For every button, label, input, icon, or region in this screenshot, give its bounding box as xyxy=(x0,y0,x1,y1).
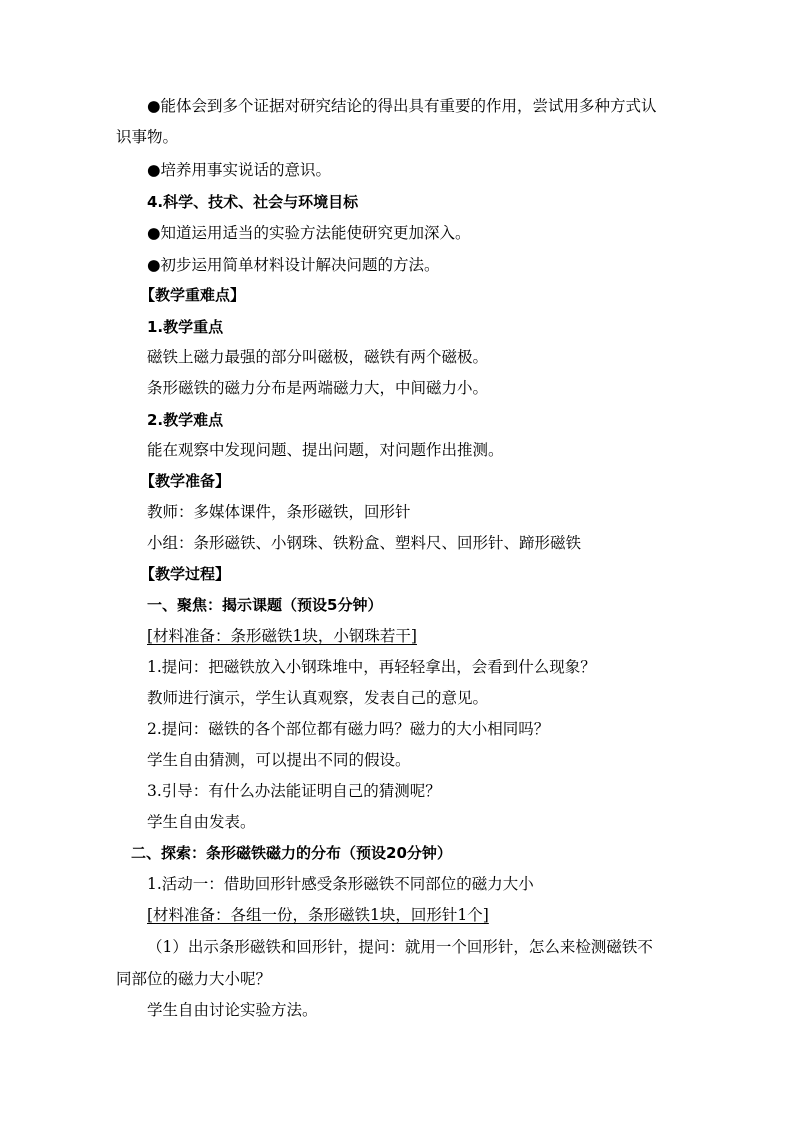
section-heading: 2.教学难点 xyxy=(147,411,224,429)
section-heading: 1.教学重点 xyxy=(147,318,224,336)
section-heading: 【教学重难点】 xyxy=(140,286,246,304)
paragraph-line: 小组：条形磁铁、小钢珠、铁粉盒、塑料尺、回形针、蹄形磁铁 xyxy=(147,534,582,552)
materials-note: [材料准备：条形磁铁1块，小钢珠若干] xyxy=(147,627,417,645)
paragraph-line: ●能体会到多个证据对研究结论的得出具有重要的作用，尝试用多种方式认 xyxy=(147,97,657,115)
paragraph-line: ●初步运用简单材料设计解决问题的方法。 xyxy=(147,256,440,274)
paragraph-line: ●培养用事实说话的意识。 xyxy=(147,161,332,179)
paragraph-line: 同部位的磁力大小呢？ xyxy=(116,970,272,988)
paragraph-line: ●知道运用适当的实验方法能使研究更加深入。 xyxy=(147,224,471,242)
paragraph-line: 学生自由讨论实验方法。 xyxy=(147,1001,318,1019)
paragraph-line: 1.提问：把磁铁放入小钢珠堆中，再轻轻拿出，会看到什么现象？ xyxy=(147,658,596,676)
paragraph-line: 2.提问：磁铁的各个部位都有磁力吗？磁力的大小相同吗？ xyxy=(147,720,550,738)
paragraph-line: 3.引导：有什么办法能证明自己的猜测呢？ xyxy=(147,782,441,800)
paragraph-line: 识事物。 xyxy=(116,128,179,146)
paragraph-line: 教师：多媒体课件，条形磁铁，回形针 xyxy=(147,503,411,521)
paragraph-line: 学生自由发表。 xyxy=(147,813,256,831)
section-heading: 一、聚焦：揭示课题（预设5分钟） xyxy=(147,596,383,614)
paragraph-line: 磁铁上磁力最强的部分叫磁极，磁铁有两个磁极。 xyxy=(147,348,489,366)
section-heading: 4.科学、技术、社会与环境目标 xyxy=(147,193,359,211)
paragraph-line: 学生自由猜测，可以提出不同的假设。 xyxy=(147,751,411,769)
paragraph-line: 能在观察中发现问题、提出问题，对问题作出推测。 xyxy=(147,441,504,459)
paragraph-line: 条形磁铁的磁力分布是两端磁力大，中间磁力小。 xyxy=(147,379,489,397)
section-heading: 【教学准备】 xyxy=(140,472,231,490)
paragraph-line: 1.活动一：借助回形针感受条形磁铁不同部位的磁力大小 xyxy=(147,875,534,893)
section-heading: 【教学过程】 xyxy=(140,565,231,583)
paragraph-line: （1）出示条形磁铁和回形针，提问：就用一个回形针，怎么来检测磁铁不 xyxy=(147,938,653,956)
section-heading: 二、探索：条形磁铁磁力的分布（预设20分钟） xyxy=(131,844,452,862)
materials-note: [材料准备：各组一份，条形磁铁1块，回形针1个] xyxy=(147,906,489,924)
paragraph-line: 教师进行演示，学生认真观察，发表自己的意见。 xyxy=(147,689,489,707)
